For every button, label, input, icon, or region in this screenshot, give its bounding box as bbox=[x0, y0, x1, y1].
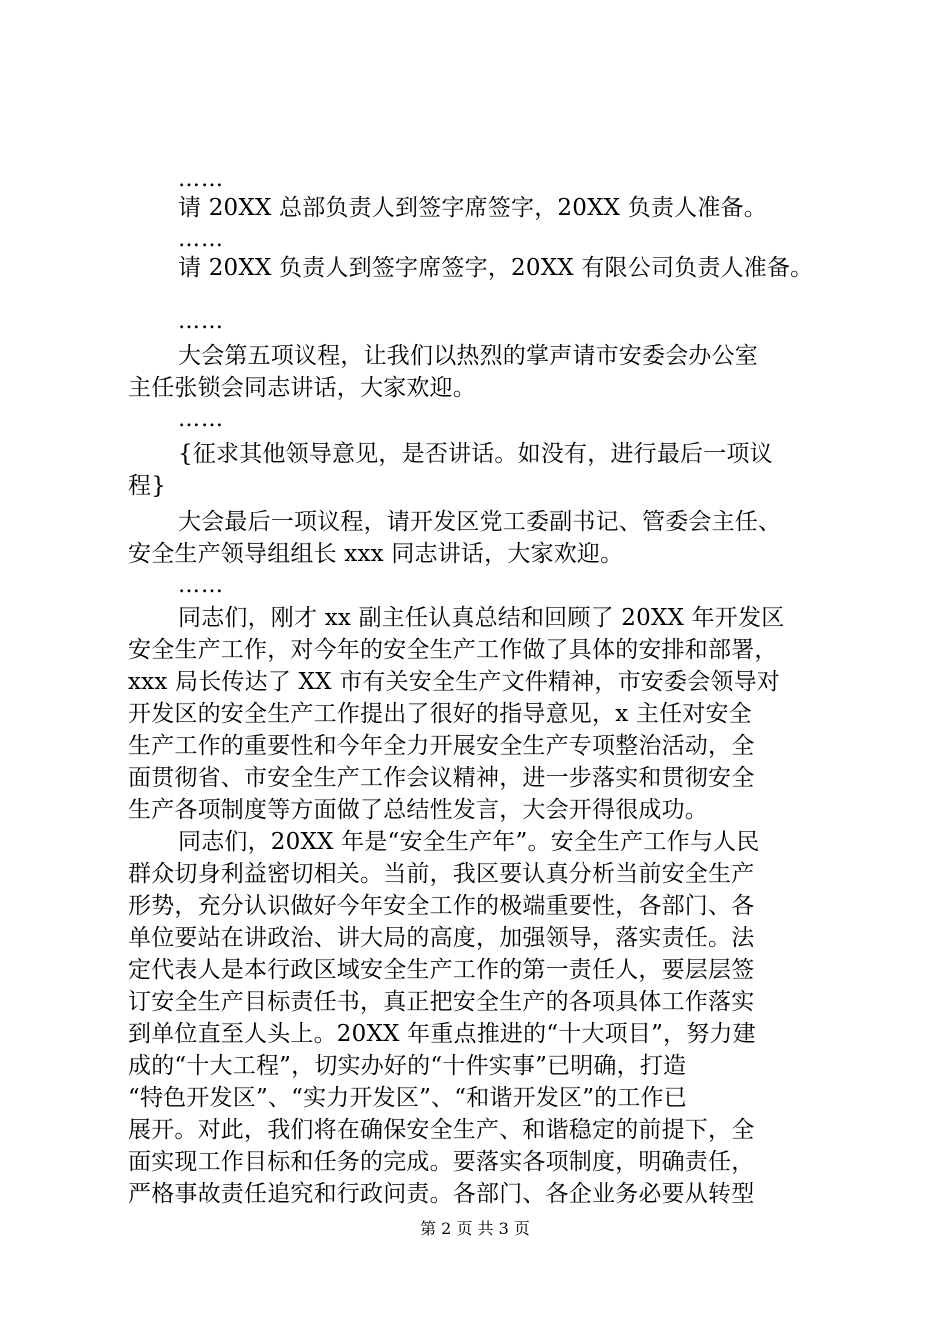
text-line: 生产工作的重要性和今年全力开展安全生产专项整治活动，全 bbox=[128, 733, 755, 759]
text-line: 请 20XX 负责人到签字席签字，20XX 有限公司负责人准备。 bbox=[178, 255, 814, 281]
text-line: “特色开发区”、“实力开发区”、“和谐开发区”的工作已 bbox=[128, 1085, 687, 1111]
ellipsis-line: …… bbox=[178, 167, 224, 192]
text-line: 大会最后一项议程，请开发区党工委副书记、管委会主任、 bbox=[178, 509, 782, 535]
text-line: 单位要站在讲政治、讲大局的高度，加强领导，落实责任。法 bbox=[128, 925, 755, 951]
page-footer: 第 2 页 共 3 页 bbox=[420, 1219, 530, 1238]
text-line: 严格事故责任追究和行政问责。各部门、各企业务必要从转型 bbox=[128, 1181, 755, 1207]
ellipsis-line: …… bbox=[178, 309, 224, 334]
document-body bbox=[128, 168, 840, 1210]
text-line: 面贯彻省、市安全生产工作会议精神，进一步落实和贯彻安全 bbox=[128, 765, 755, 791]
text-line: 面实现工作目标和任务的完成。要落实各项制度，明确责任， bbox=[128, 1149, 755, 1175]
text-line: 开发区的安全生产工作提出了很好的指导意见，x 主任对安全 bbox=[128, 701, 752, 727]
text-line: 同志们，20XX 年是“安全生产年”。安全生产工作与人民 bbox=[178, 829, 760, 855]
text-line: 主任张锁会同志讲话，大家欢迎。 bbox=[128, 375, 476, 401]
text-line: {征求其他领导意见，是否讲话。如没有，进行最后一项议 bbox=[178, 441, 773, 467]
text-line: 生产各项制度等方面做了总结性发言，大会开得很成功。 bbox=[128, 797, 708, 823]
text-line: 订安全生产目标责任书，真正把安全生产的各项具体工作落实 bbox=[128, 989, 755, 1015]
ellipsis-line: …… bbox=[178, 227, 224, 252]
text-line: 群众切身利益密切相关。当前，我区要认真分析当前安全生产 bbox=[128, 861, 755, 887]
text-line: 展开。对此，我们将在确保安全生产、和谐稳定的前提下，全 bbox=[128, 1117, 755, 1143]
text-line: xxx 局长传达了 XX 市有关安全生产文件精神，市安委会领导对 bbox=[128, 669, 780, 695]
text-line: 程} bbox=[128, 473, 167, 499]
text-line: 成的“十大工程”，切实办好的“十件实事”已明确，打造 bbox=[128, 1053, 687, 1079]
text-line: 同志们，刚才 xx 副主任认真总结和回顾了 20XX 年开发区 bbox=[178, 605, 785, 631]
text-line: 请 20XX 总部负责人到签字席签字，20XX 负责人准备。 bbox=[178, 195, 767, 221]
text-line: 安全生产领导组组长 xxx 同志讲话，大家欢迎。 bbox=[128, 541, 624, 567]
ellipsis-line: …… bbox=[178, 407, 224, 432]
text-line: 定代表人是本行政区域安全生产工作的第一责任人，要层层签 bbox=[128, 957, 755, 983]
text-line: 形势，充分认识做好今年安全工作的极端重要性，各部门、各 bbox=[128, 893, 755, 919]
text-line: 安全生产工作，对今年的安全生产工作做了具体的安排和部署， bbox=[128, 637, 778, 663]
text-line: 大会第五项议程，让我们以热烈的掌声请市安委会办公室 bbox=[178, 343, 758, 369]
text-line: 到单位直至人头上。20XX 年重点推进的“十大项目”，努力建 bbox=[128, 1021, 756, 1047]
ellipsis-line: …… bbox=[178, 573, 224, 598]
